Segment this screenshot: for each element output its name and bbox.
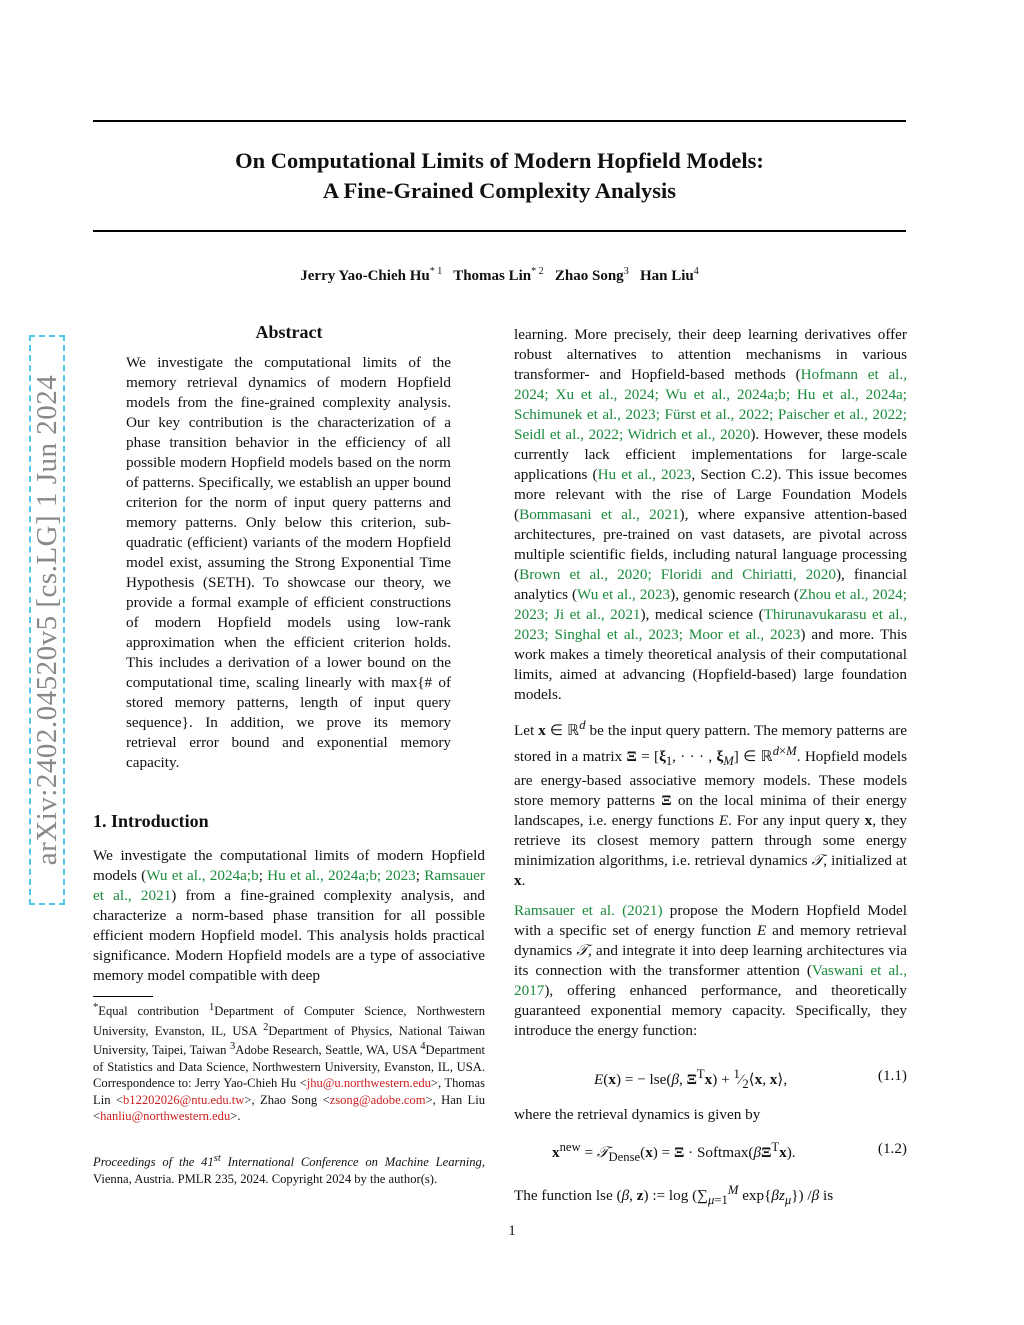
right-column (514, 325, 907, 1041)
text: >, Zhao Song < (244, 1092, 330, 1107)
citation-link[interactable]: Wu et al., 2023 (577, 586, 671, 603)
citation-link[interactable]: Wu et al., 2024a;b (146, 867, 259, 884)
proceedings-note (93, 1151, 485, 1187)
text: , they retrieve its closest memory pattern through some energy minimization algorithms, i.e. retrieval dynamics (514, 812, 907, 870)
email-link[interactable]: zsong@adobe.com (329, 1092, 426, 1107)
text: Department of Computer Science, Northwestern University, Evanston, IL, USA (93, 1004, 485, 1038)
section-heading-introduction: 1. Introduction (93, 811, 209, 831)
introduction-body (93, 846, 485, 986)
text: st (213, 1153, 221, 1164)
author-name: Thomas Lin (453, 268, 532, 284)
text: on the local minima of their energy landscapes, i.e. energy functions (514, 792, 907, 830)
author-list (93, 266, 906, 285)
text: >, Han Liu < (93, 1092, 485, 1123)
equation-number: (1.2) (877, 1140, 907, 1157)
text: where the retrieval dynamics is given by (514, 1106, 761, 1123)
citation-link[interactable]: Zhou et al., 2024; 2023; Ji et al., 2021 (514, 586, 907, 623)
equation-body: E(x) = − lse(β, $\Xi^Tx$) + $^1⁄_2⟨x$, x⟩, (594, 1067, 788, 1092)
text: >. (230, 1109, 241, 1123)
text: , and integrate it into deep learning architectures via its connection with the transformer attention ( (514, 942, 907, 980)
text: ), financial analytics ( (514, 566, 908, 603)
text: ), offering enhanced performance, and theoretically guaranteed exponential memory capacity. Specifically, they introduce the energy function: (514, 982, 907, 1040)
paragraph: Let x ∈ ℝ$^d$ be the input query pattern. The memory patterns are stored in a matrix $\Xi = [\xi_1$, · · · , $\xi_M$] ∈ ℝ$^{d\times M}$. Hopfield models are energy-based associative memory models. These models store memory patterns Ξ on the local minima of their energy landscapes, i.e. energy functions E. For any input query x, they retrieve its closest memory pattern through some energy minimization algorithms, i.e. retrieval dynamics 𝒯, initialized at x. (514, 718, 908, 890)
title-top-rule (93, 120, 906, 122)
equation-body: $x^{new}$ = 𝒯$_{Dense}$(x) = $\Xi \cdot Softmax(\beta\Xi^Tx)$. (552, 1140, 796, 1165)
paragraph: Ramsauer et al. (2021) propose the Modern Hopfield Model with a specific set of energy function E and memory retrieval dynamics 𝒯, and integrate it into deep learning architectures via its connection with the transformer attention (Vaswani et al., 2017), offering enhanced performance, and theoretically guaranteed exponential memory capacity. Specifically, they introduce the energy function: (514, 902, 907, 1040)
text: ; (415, 867, 425, 884)
email-link[interactable]: hanliu@northwestern.edu (100, 1109, 231, 1123)
text: >, Thomas Lin < (93, 1076, 485, 1107)
text: . Hopfield models are energy-based associative memory models. These models store memory patterns (514, 748, 907, 810)
citation-link[interactable]: Vaswani et al., 2017 (514, 962, 907, 1000)
author-affiliation: 3 (623, 266, 629, 277)
title-bottom-rule (93, 230, 906, 232)
citation-link[interactable]: Thirunavukarasu et al., 2023; Singhal et al., 2023; Moor et al., 2023 (514, 606, 908, 643)
text: ), where expansive attention-based architectures, pre-trained on vast datasets, are pivotal across multiple scientific fields, including natural language processing ( (514, 506, 908, 583)
citation-link[interactable]: Hofmann et al., 2024; Xu et al., 2024; Wu et al., 2024a;b; Hu et al., 2024a; Schimunek et al., 2023; Fürst et al., 2022; Paischer et al., 2022; Seidl et al., 2022; Widrich et al., 2020 (514, 366, 907, 443)
text: learning. More precisely, their deep learning derivatives offer robust alternatives to attention mechanisms in various transformer- and Hopfield-based methods ( (514, 326, 907, 383)
text: . (521, 872, 526, 890)
author-name: Zhao Song (554, 268, 624, 284)
author-affiliation: * 2 (531, 266, 544, 277)
text: is (819, 1187, 834, 1205)
citation-link[interactable]: Ramsauer et al., 2021 (93, 867, 485, 904)
citation-link[interactable]: Hu et al., 2023 (597, 466, 692, 483)
email-link[interactable]: b12202026@ntu.edu.tw (122, 1092, 245, 1107)
text: be the input query pattern. The memory patterns are stored in a matrix (514, 722, 908, 766)
text: Equal contribution (98, 1004, 209, 1019)
text: Department of Physics, National Taiwan University, Taipei, Taiwan (93, 1023, 485, 1058)
email-link[interactable]: jhu@u.northwestern.edu (306, 1076, 431, 1091)
footnote-rule (93, 996, 153, 997)
citation-link[interactable]: Bommasani et al., 2021 (519, 506, 680, 523)
abstract-text: We investigate the computational limits of the memory retrieval dynamics of modern Hopfield models from the fine-grained complexity analysis. Our key contribution is the characterization of a phase transition behavior in the efficiency of all possible modern Hopfield models based on the norm of patterns. Specifically, we establish an upper bound criterion for the norm of input query patterns and memory patterns. Only below this criterion, sub-quadratic (efficient) variants of the modern Hopfield model exist, assuming the Strong Exponential Time Hypothesis (SETH). To showcase our theory, we provide a formal example of efficient constructions of modern Hopfield models using low-rank approximation when the efficient criterion holds. This includes a derivation of a lower bound on the computational time, scaling linearly with max{# of stored memory patterns, length of input query sequence}. In addition, we prove its memory retrieval error bound and exponential memory capacity. (126, 354, 451, 771)
text: Department of Statistics and Data Science, Northwestern University, Evanston, IL, USA. Correspondence to: Jerry Yao-Chieh Hu < (93, 1043, 485, 1091)
paragraph (514, 325, 907, 705)
text: ) and more. This work makes a timely theoretical analysis of their computational limits, aimed at advancing (Hopfield-based) large foundation models. (514, 626, 907, 703)
text: We investigate the computational limits of modern Hopfield models ( (93, 847, 485, 884)
text: Proceedings of the 41 (93, 1155, 214, 1170)
text: and memory retrieval dynamics (514, 922, 907, 960)
author-affiliation: 4 (693, 266, 699, 277)
text: . For any input query (728, 812, 865, 830)
author-affiliation: * 1 (429, 266, 443, 277)
text: ). However, these models currently lack efficient implementations for large-scale applications ( (514, 426, 907, 483)
abstract-heading: Abstract (255, 322, 323, 342)
author-name: Jerry Yao-Chieh Hu (300, 268, 430, 284)
title-line-1: On Computational Limits of Modern Hopfield Models: (235, 148, 764, 173)
text: Adobe Research, Seattle, WA, USA (235, 1043, 421, 1058)
intro-paragraph (93, 846, 485, 986)
citation-link[interactable]: Hu et al., 2024a;b; 2023 (267, 867, 416, 884)
text: ), medical science ( (640, 606, 764, 623)
text: Let (514, 722, 539, 740)
equation-number: (1.1) (877, 1067, 907, 1084)
text: ; (258, 867, 268, 884)
text: , Section C.2). This issue becomes more relevant with the rise of Large Foundation Models ( (514, 466, 907, 523)
text: , initialized at (823, 852, 907, 870)
title-line-2: A Fine-Grained Complexity Analysis (322, 178, 677, 203)
abstract-body (126, 353, 451, 773)
text: ), genomic research ( (670, 586, 799, 603)
arxiv-stamp[interactable]: arXiv:2402.04520v5 [cs.LG] 1 Jun 2024 (29, 335, 65, 905)
text: , Vienna, Austria. PMLR 235, 2024. Copyright 2024 by the author(s). (93, 1155, 485, 1186)
equation-connector (514, 1105, 907, 1125)
paragraph-tail: The function lse (β, z) := $\log (\sum_{\mu=1}^M$ $\exp\{\beta z_\mu\}$) /β is (514, 1183, 834, 1208)
text: propose the Modern Hopfield Model with a specific set of energy function (514, 902, 907, 940)
affiliations-footnote: *Equal contribution $^1$Department of Computer Science, Northwestern University, Evanston, IL, USA $^2$Department of Physics, National Taiwan University, Taipei, Taiwan $^3$Adobe Research, Seattle, WA, USA $^4$Department of Statistics and Data Science, Northwestern University, Evanston, IL, USA. Correspondence to: Jerry Yao-Chieh Hu <jhu@u.northwestern.edu>, Thomas Lin <b12202026@ntu.edu.tw>, Zhao Song <zsong@adobe.com>, Han Liu <hanliu@northwestern.edu>. (93, 1002, 485, 1123)
citation-link[interactable]: Brown et al., 2020; Floridi and Chiriatti, 2020 (519, 566, 836, 583)
page-number: 1 (508, 1223, 516, 1239)
text: The function (514, 1187, 596, 1205)
citation-link[interactable]: Ramsauer et al. (2021) (514, 902, 663, 920)
text: ) from a fine-grained complexity analysis, and characterize a norm-based phase transition for all possible efficient modern Hopfield model. This analysis holds practical significance. Modern Hopfield models are a type of associative memory model compatible with deep (93, 887, 486, 984)
paper-title (93, 146, 906, 206)
author-name: Han Liu (639, 268, 694, 284)
text: International Conference on Machine Learning (220, 1155, 482, 1170)
